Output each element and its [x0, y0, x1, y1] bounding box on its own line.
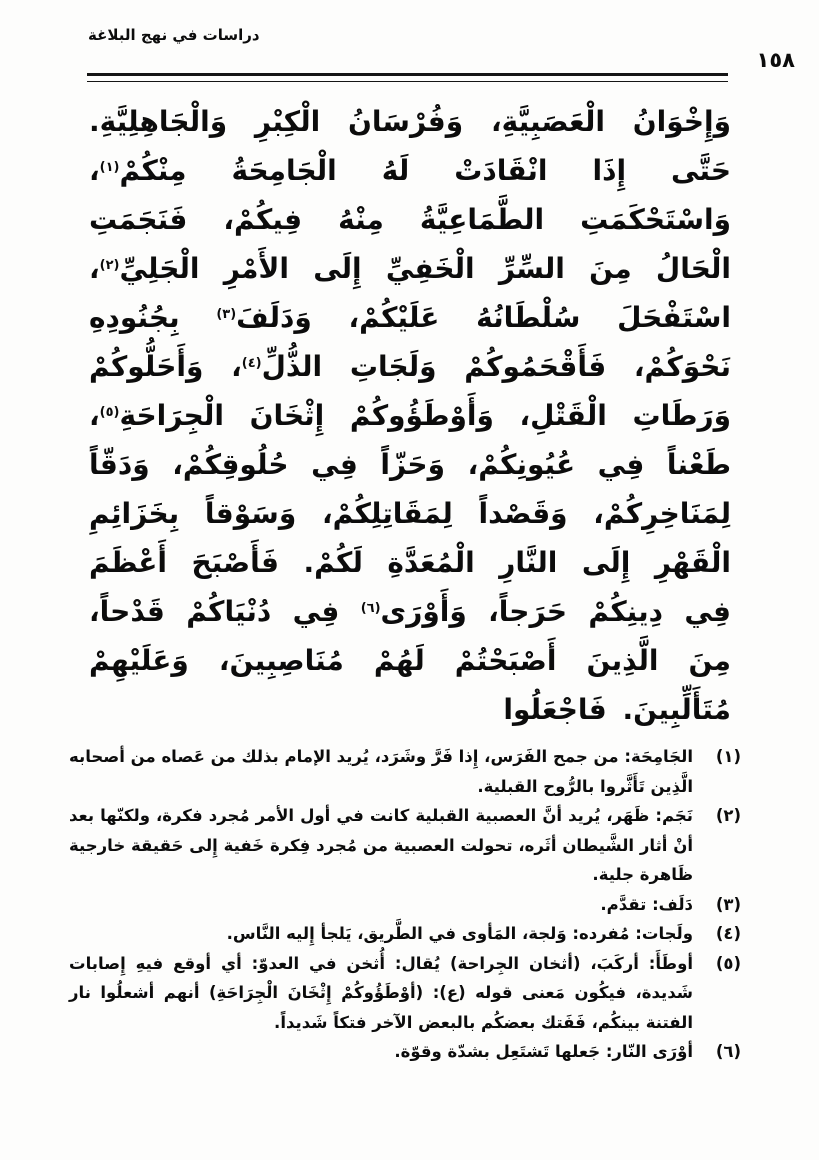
footnote-number: (٢)	[715, 806, 741, 825]
footnote-ref-4: (٤)	[241, 356, 262, 371]
footnote-text: الجَامِحَة: من جمح الفَرَس، إِذا فَرَّ وشَرَد، يُريد الإمام بذلك من عَصاه من أصحابه الَّذِين تَأَثَّروا بالرُّوح القبلية.	[69, 747, 693, 796]
footnote-text: دَلَف: تقدَّم.	[600, 894, 693, 914]
text-segment: فِي دُنْيَاكُمْ قَدْحاً، مِنَ الَّذِينَ أَصْبَحْتُمْ لَهُمْ مُنَاصِبِينَ، وَعَلَيْهِمْ مُتَأَلِّبِينَ. فَاجْعَلُوا	[89, 595, 731, 726]
footnote-number: (٤)	[715, 924, 741, 943]
footnote-2	[69, 801, 741, 890]
footnote-1	[69, 742, 741, 801]
footnote-number: (٥)	[715, 953, 741, 973]
text-segment: ، اسْتَفْحَلَ سُلْطَانُهُ عَلَيْكُمْ، وَدَلَفَ	[89, 252, 731, 334]
text-segment: ، وَاسْتَحْكَمَتِ الطَّمَاعِيَّةُ مِنْهُ فِيكُمْ، فَنَجَمَتِ الْحَالُ مِنَ السِّرِّ الْخَفِيِّ إِلَى الأَمْرِ الْجَلِيِّ	[89, 154, 731, 285]
text-segment: بِجُنُودِهِ نَحْوَكُمْ، فَأَقْحَمُوكُمْ وَلَجَاتِ الذُّلِّ	[89, 301, 732, 383]
footnote-ref-2: (٢)	[99, 258, 120, 273]
footnote-5	[69, 949, 741, 1038]
text-segment: ، وَأَحَلُّوكُمْ وَرَطَاتِ الْقَتْلِ، وَأَوْطَؤُوكُمْ إِثْخَانَ الْجِرَاحَةِ	[89, 350, 731, 432]
footnote-ref-1: (١)	[99, 160, 120, 175]
footnote-text: أوْرَى النّار: جَعلها تَشتَعِل بشدّة وقوّة.	[394, 1042, 693, 1061]
footnote-text: ولَجات: مُفرده: وَلجة، المَأوى في الطَّريق، يَلجأ إِليه النَّاس.	[226, 924, 693, 943]
footnote-number: (٦)	[715, 1042, 741, 1061]
footnote-3	[69, 890, 741, 920]
footnote-6	[69, 1037, 741, 1067]
main-text	[89, 97, 731, 734]
footnote-text: أوطَأَ: أركَبَ، (أثخان الجِراحة) يُقال: أُثخن في العدوّ: أي أوقع فيهِ إِصابات شَديدة، فيكُون مَعنى قوله (ع): (أوْطَؤُوكُمْ إِثْخَانَ الْجِرَاحَةِ) أنهم أشعلُوا نار الفتنة بينكُم، فَفَتك بعضكُم بالبعض الآخر فتكاً شَديداً.	[69, 953, 693, 1032]
footnote-number: (٣)	[715, 894, 741, 914]
footnote-ref-3: (٣)	[216, 307, 237, 322]
running-title: دراسات في نهج البلاغة	[88, 26, 260, 44]
footnotes-section	[69, 742, 741, 1067]
footnote-ref-6: (٦)	[360, 601, 381, 616]
text-segment: ، طَعْناً فِي عُيُونِكُمْ، وَحَزّاً فِي حُلُوقِكُمْ، وَدَقّاً لِمَنَاخِرِكُمْ، وَقَصْداً لِمَقَاتِلِكُمْ، وَسَوْقاً بِخَزَائِمِ الْقَهْرِ إِلَى النَّارِ الْمُعَدَّةِ لَكُمْ. فَأَصْبَحَ أَعْظَمَ فِي دِينِكُمْ حَرَجاً، وَأَوْرَى	[89, 399, 732, 628]
footnote-number: (١)	[715, 747, 741, 766]
footnote-ref-5: (٥)	[99, 405, 120, 420]
footnote-4	[69, 919, 741, 949]
text-segment: وَإِخْوَانُ الْعَصَبِيَّةِ، وَفُرْسَانُ الْكِبْرِ وَالْجَاهِلِيَّةِ. حَتَّى إِذَا انْقَادَتْ لَهُ الْجَامِحَةُ مِنْكُمْ	[89, 105, 731, 187]
page-number: ١٥٨	[756, 48, 795, 72]
footnote-text: نَجَم: ظَهَر، يُريد أنَّ العصبية القبلية كانت في أول الأمر مُجرد فكرة، ولكنّها بعد أنْ أثار الشَّيطان أثَره، تحولت العصبية من مُجرد فِكرة خَفية إِلى حَقيقة خارجية ظَاهرة جلية.	[69, 806, 693, 884]
header-double-rule	[87, 73, 728, 82]
